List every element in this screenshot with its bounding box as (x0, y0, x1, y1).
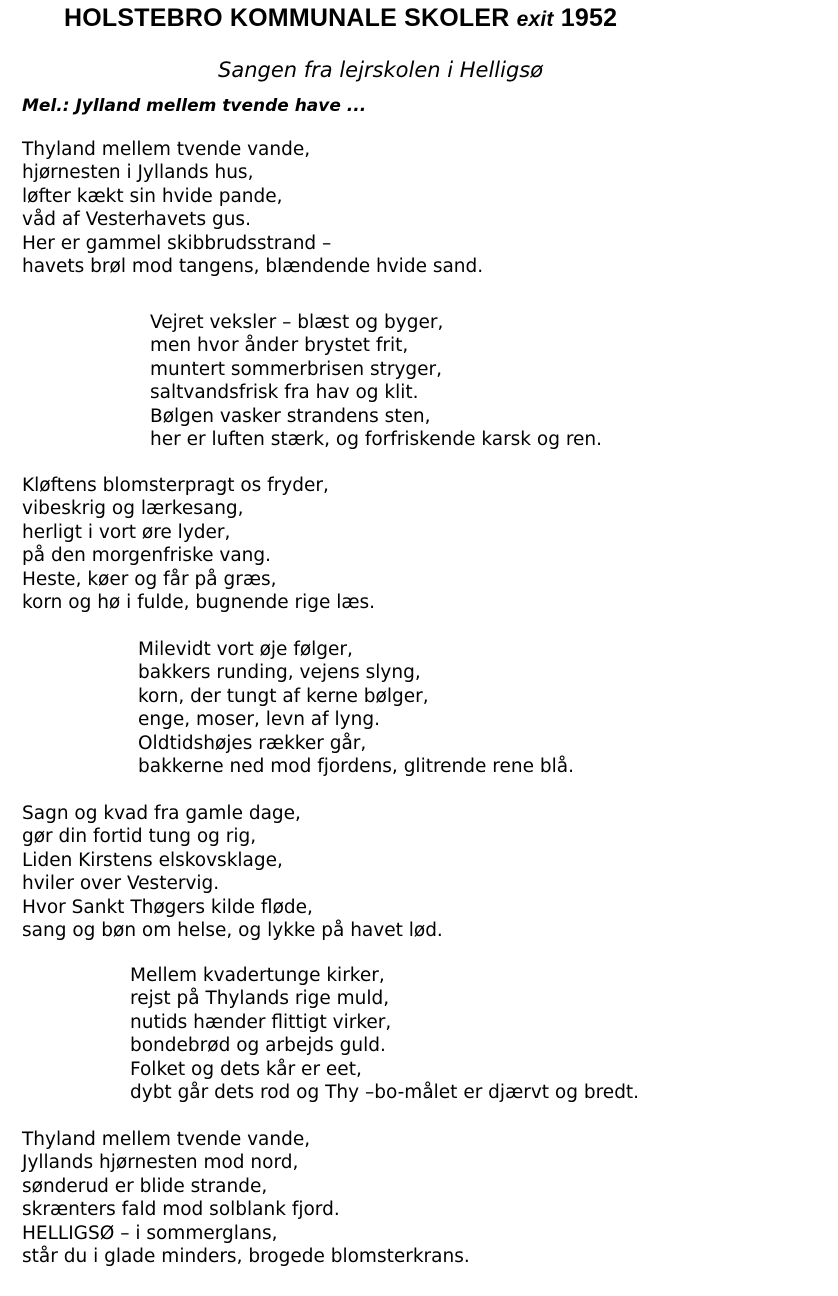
stanza-2 (150, 311, 602, 451)
verse-line: Thyland mellem tvende vande, (22, 1129, 311, 1150)
verse-line: bondebrød og arbejds guld. (130, 1035, 386, 1057)
verse-line: løfter kækt sin hvide pande, (22, 185, 283, 207)
melody-note: Mel.: Jylland mellem tvende have ... (22, 96, 367, 116)
verse-line: vibeskrig og lærkesang, (22, 498, 244, 520)
verse-line: HELLIGSØ – i sommerglans, (22, 1222, 278, 1244)
verse-line: korn og hø i fulde, bugnende rige læs. (22, 592, 376, 614)
verse-line: saltvandsfrisk fra hav og klit. (150, 382, 419, 404)
verse-line: enge, moser, levn af lyng. (138, 709, 380, 731)
stanza-1 (22, 138, 483, 278)
verse-line: Folket og dets kår er eet, (130, 1058, 362, 1080)
verse-line: Milevidt vort øje følger, (138, 639, 353, 660)
verse-line: hjørnesten i Jyllands hus, (22, 162, 254, 184)
verse-line: skrænters fald mod solblank fjord. (22, 1199, 340, 1221)
verse-line: hviler over Vestervig. (22, 873, 220, 895)
stanza-7 (22, 1128, 470, 1268)
school-name: HOLSTEBRO KOMMUNALE SKOLER (64, 4, 510, 32)
verse-line: Sagn og kvad fra gamle dage, (22, 803, 301, 824)
verse-line: gør din fortid tung og rig, (22, 826, 257, 848)
verse-line: Heste, køer og får på græs, (22, 568, 277, 590)
verse-line: våd af Vesterhavets gus. (22, 209, 251, 231)
verse-line: Her er gammel skibbrudsstrand – (22, 232, 332, 254)
verse-line: muntert sommerbrisen stryger, (150, 358, 443, 380)
stanza-4 (138, 638, 574, 778)
song-title: Sangen fra lejrskolen i Helligsø (218, 58, 544, 82)
verse-line: bakkers runding, vejens slyng, (138, 662, 421, 684)
verse-line: Bølgen vasker strandens sten, (150, 405, 431, 427)
verse-line: Vejret veksler – blæst og byger, (150, 312, 444, 333)
verse-line: dybt går dets rod og Thy –bo-målet er djærvt og bredt. (130, 1082, 640, 1104)
verse-line: men hvor ånder brystet frit, (150, 335, 409, 357)
document-header (64, 4, 617, 33)
verse-line: bakkerne ned mod fjordens, glitrende rene blå. (138, 756, 574, 778)
stanza-5 (22, 802, 443, 942)
verse-line: Liden Kirstens elskovsklage, (22, 849, 283, 871)
verse-line: står du i glade minders, brogede blomsterkrans. (22, 1246, 470, 1268)
verse-line: her er luften stærk, og forfriskende karsk og ren. (150, 429, 603, 451)
stanza-6 (130, 964, 639, 1104)
verse-line: sang og bøn om helse, og lykke på havet lød. (22, 920, 443, 942)
verse-line: havets brøl mod tangens, blændende hvide sand. (22, 256, 484, 278)
verse-line: Oldtidshøjes rækker går, (138, 732, 367, 754)
exit-year: 1952 (560, 4, 618, 32)
verse-line: Kløftens blomsterpragt os fryder, (22, 475, 329, 496)
verse-line: på den morgenfriske vang. (22, 545, 272, 567)
verse-line: Hvor Sankt Thøgers kilde fløde, (22, 896, 313, 918)
verse-line: korn, der tungt af kerne bølger, (138, 685, 429, 707)
verse-line: nutids hænder flittigt virker, (130, 1011, 392, 1033)
stanza-3 (22, 474, 375, 614)
verse-line: Jyllands hjørnesten mod nord, (22, 1152, 299, 1174)
verse-line: herligt i vort øre lyder, (22, 521, 231, 543)
verse-line: Mellem kvadertunge kirker, (130, 965, 385, 986)
verse-line: Thyland mellem tvende vande, (22, 139, 311, 160)
exit-label: exit (516, 8, 554, 31)
verse-line: sønderud er blide strande, (22, 1175, 268, 1197)
verse-line: rejst på Thylands rige muld, (130, 988, 390, 1010)
